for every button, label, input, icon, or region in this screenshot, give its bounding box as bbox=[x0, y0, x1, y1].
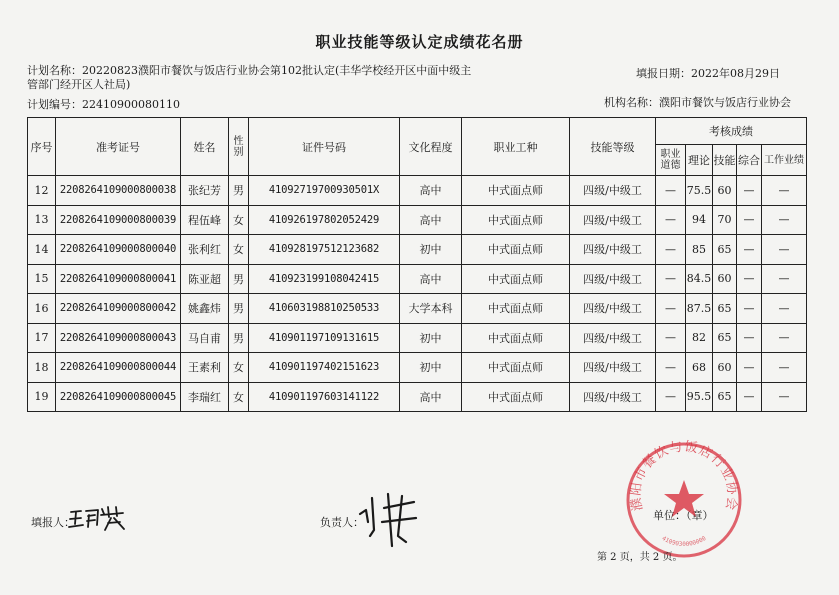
cell-seq: 16 bbox=[28, 294, 56, 324]
organization-name: 机构名称：濮阳市餐饮与饭店行业协会 bbox=[604, 96, 791, 109]
cell-skill: 65 bbox=[713, 235, 737, 265]
table-row bbox=[28, 382, 807, 412]
cell-level: 四级/中级工 bbox=[570, 235, 656, 265]
cell-ethics: — bbox=[656, 205, 686, 235]
cell-work-achievement: — bbox=[762, 294, 807, 324]
cell-ethics: — bbox=[656, 235, 686, 265]
cell-name: 李瑞红 bbox=[181, 382, 229, 412]
cell-skill: 60 bbox=[713, 353, 737, 383]
roster-title: 职业技能等级认定成绩花名册 bbox=[315, 33, 524, 51]
reporter-label: 填报人： bbox=[31, 516, 75, 529]
table-row bbox=[28, 205, 807, 235]
table-row bbox=[28, 176, 807, 206]
cell-comprehensive: — bbox=[737, 264, 762, 294]
cell-occupation: 中式面点师 bbox=[462, 294, 570, 324]
cell-gender: 男 bbox=[229, 323, 249, 353]
score-roster-table bbox=[27, 117, 807, 412]
cell-education: 初中 bbox=[400, 323, 462, 353]
header-comprehensive: 综合 bbox=[737, 145, 762, 176]
cell-comprehensive: — bbox=[737, 323, 762, 353]
header-exam-no: 准考证号 bbox=[56, 118, 181, 176]
cell-name: 程伍峰 bbox=[181, 205, 229, 235]
cell-id-no: 41092719700930501X bbox=[249, 176, 400, 206]
cell-ethics: — bbox=[656, 382, 686, 412]
header-scores-group: 考核成绩 bbox=[656, 118, 807, 145]
cell-work-achievement: — bbox=[762, 235, 807, 265]
cell-occupation: 中式面点师 bbox=[462, 353, 570, 383]
page-info: 第 2 页，共 2 页。 bbox=[597, 552, 683, 563]
header-skill: 技能 bbox=[713, 145, 737, 176]
table-row bbox=[28, 353, 807, 383]
cell-ethics: — bbox=[656, 176, 686, 206]
cell-work-achievement: — bbox=[762, 382, 807, 412]
cell-name: 王素利 bbox=[181, 353, 229, 383]
cell-id-no: 410603198810250533 bbox=[249, 294, 400, 324]
cell-name: 陈亚超 bbox=[181, 264, 229, 294]
responsible-signature bbox=[354, 488, 424, 554]
cell-seq: 12 bbox=[28, 176, 56, 206]
cell-name: 姚鑫炜 bbox=[181, 294, 229, 324]
cell-level: 四级/中级工 bbox=[570, 176, 656, 206]
cell-occupation: 中式面点师 bbox=[462, 323, 570, 353]
cell-seq: 18 bbox=[28, 353, 56, 383]
cell-skill: 65 bbox=[713, 382, 737, 412]
header-ethics: 职业道德 bbox=[656, 145, 686, 176]
cell-level: 四级/中级工 bbox=[570, 205, 656, 235]
cell-education: 高中 bbox=[400, 176, 462, 206]
cell-level: 四级/中级工 bbox=[570, 323, 656, 353]
unit-seal-label: 单位：（章） bbox=[653, 509, 714, 522]
cell-work-achievement: — bbox=[762, 205, 807, 235]
header-work-achievement: 工作业绩 bbox=[762, 145, 807, 176]
cell-ethics: — bbox=[656, 353, 686, 383]
cell-exam-no: 2208264109000800038 bbox=[56, 176, 181, 206]
cell-work-achievement: — bbox=[762, 176, 807, 206]
cell-occupation: 中式面点师 bbox=[462, 205, 570, 235]
cell-id-no: 410926197802052429 bbox=[249, 205, 400, 235]
cell-education: 初中 bbox=[400, 235, 462, 265]
cell-gender: 男 bbox=[229, 264, 249, 294]
header-theory: 理论 bbox=[686, 145, 713, 176]
cell-education: 高中 bbox=[400, 205, 462, 235]
cell-id-no: 410928197512123682 bbox=[249, 235, 400, 265]
cell-work-achievement: — bbox=[762, 323, 807, 353]
cell-occupation: 中式面点师 bbox=[462, 235, 570, 265]
cell-comprehensive: — bbox=[737, 353, 762, 383]
cell-skill: 60 bbox=[713, 176, 737, 206]
cell-exam-no: 2208264109000800043 bbox=[56, 323, 181, 353]
cell-id-no: 410901197603141122 bbox=[249, 382, 400, 412]
cell-gender: 女 bbox=[229, 382, 249, 412]
cell-theory: 84.5 bbox=[686, 264, 713, 294]
table-row bbox=[28, 235, 807, 265]
header-id-no: 证件号码 bbox=[249, 118, 400, 176]
cell-level: 四级/中级工 bbox=[570, 382, 656, 412]
cell-exam-no: 2208264109000800039 bbox=[56, 205, 181, 235]
cell-name: 张纪芳 bbox=[181, 176, 229, 206]
plan-number: 计划编号：22410900080110 bbox=[27, 98, 180, 111]
cell-ethics: — bbox=[656, 294, 686, 324]
cell-seq: 13 bbox=[28, 205, 56, 235]
cell-name: 马自甫 bbox=[181, 323, 229, 353]
cell-theory: 68 bbox=[686, 353, 713, 383]
cell-gender: 女 bbox=[229, 235, 249, 265]
cell-occupation: 中式面点师 bbox=[462, 264, 570, 294]
header-seq: 序号 bbox=[28, 118, 56, 176]
cell-skill: 65 bbox=[713, 323, 737, 353]
cell-id-no: 410901197402151623 bbox=[249, 353, 400, 383]
table-row bbox=[28, 323, 807, 353]
cell-seq: 14 bbox=[28, 235, 56, 265]
header-education: 文化程度 bbox=[400, 118, 462, 176]
cell-exam-no: 2208264109000800040 bbox=[56, 235, 181, 265]
cell-theory: 94 bbox=[686, 205, 713, 235]
cell-level: 四级/中级工 bbox=[570, 264, 656, 294]
official-seal bbox=[622, 438, 746, 566]
cell-skill: 70 bbox=[713, 205, 737, 235]
cell-gender: 女 bbox=[229, 353, 249, 383]
svg-text:4109030000000 bbox=[661, 535, 708, 548]
cell-gender: 女 bbox=[229, 205, 249, 235]
cell-theory: 85 bbox=[686, 235, 713, 265]
cell-gender: 男 bbox=[229, 294, 249, 324]
cell-exam-no: 2208264109000800042 bbox=[56, 294, 181, 324]
cell-exam-no: 2208264109000800045 bbox=[56, 382, 181, 412]
cell-education: 初中 bbox=[400, 353, 462, 383]
seal-number: 4109030000000 bbox=[660, 534, 708, 548]
cell-seq: 19 bbox=[28, 382, 56, 412]
cell-seq: 15 bbox=[28, 264, 56, 294]
cell-id-no: 410901197109131615 bbox=[249, 323, 400, 353]
cell-comprehensive: — bbox=[737, 176, 762, 206]
header-name: 姓名 bbox=[181, 118, 229, 176]
header-gender: 性别 bbox=[229, 118, 249, 176]
cell-comprehensive: — bbox=[737, 382, 762, 412]
reporter-signature bbox=[68, 503, 130, 537]
cell-occupation: 中式面点师 bbox=[462, 382, 570, 412]
plan-name: 计划名称：20220823濮阳市餐饮与饭店行业协会第102批认定(丰华学校经开区中面中级主管部门经开区人社局) bbox=[27, 64, 472, 91]
cell-id-no: 410923199108042415 bbox=[249, 264, 400, 294]
table-row bbox=[28, 294, 807, 324]
cell-ethics: — bbox=[656, 323, 686, 353]
cell-gender: 男 bbox=[229, 176, 249, 206]
cell-comprehensive: — bbox=[737, 294, 762, 324]
cell-level: 四级/中级工 bbox=[570, 294, 656, 324]
responsible-label: 负责人： bbox=[320, 516, 364, 529]
header-level: 技能等级 bbox=[570, 118, 656, 176]
cell-education: 高中 bbox=[400, 264, 462, 294]
seal-text: 濮阳市餐饮与饭店行业协会 bbox=[628, 439, 740, 513]
cell-education: 高中 bbox=[400, 382, 462, 412]
cell-work-achievement: — bbox=[762, 353, 807, 383]
cell-exam-no: 2208264109000800044 bbox=[56, 353, 181, 383]
cell-work-achievement: — bbox=[762, 264, 807, 294]
cell-name: 张利红 bbox=[181, 235, 229, 265]
cell-skill: 65 bbox=[713, 294, 737, 324]
cell-theory: 95.5 bbox=[686, 382, 713, 412]
cell-education: 大学本科 bbox=[400, 294, 462, 324]
cell-skill: 60 bbox=[713, 264, 737, 294]
cell-comprehensive: — bbox=[737, 235, 762, 265]
header-occupation: 职业工种 bbox=[462, 118, 570, 176]
cell-seq: 17 bbox=[28, 323, 56, 353]
cell-theory: 82 bbox=[686, 323, 713, 353]
cell-ethics: — bbox=[656, 264, 686, 294]
table-row bbox=[28, 264, 807, 294]
cell-exam-no: 2208264109000800041 bbox=[56, 264, 181, 294]
cell-theory: 75.5 bbox=[686, 176, 713, 206]
cell-theory: 87.5 bbox=[686, 294, 713, 324]
cell-occupation: 中式面点师 bbox=[462, 176, 570, 206]
cell-level: 四级/中级工 bbox=[570, 353, 656, 383]
fill-date: 填报日期：2022年08月29日 bbox=[636, 67, 780, 80]
cell-comprehensive: — bbox=[737, 205, 762, 235]
